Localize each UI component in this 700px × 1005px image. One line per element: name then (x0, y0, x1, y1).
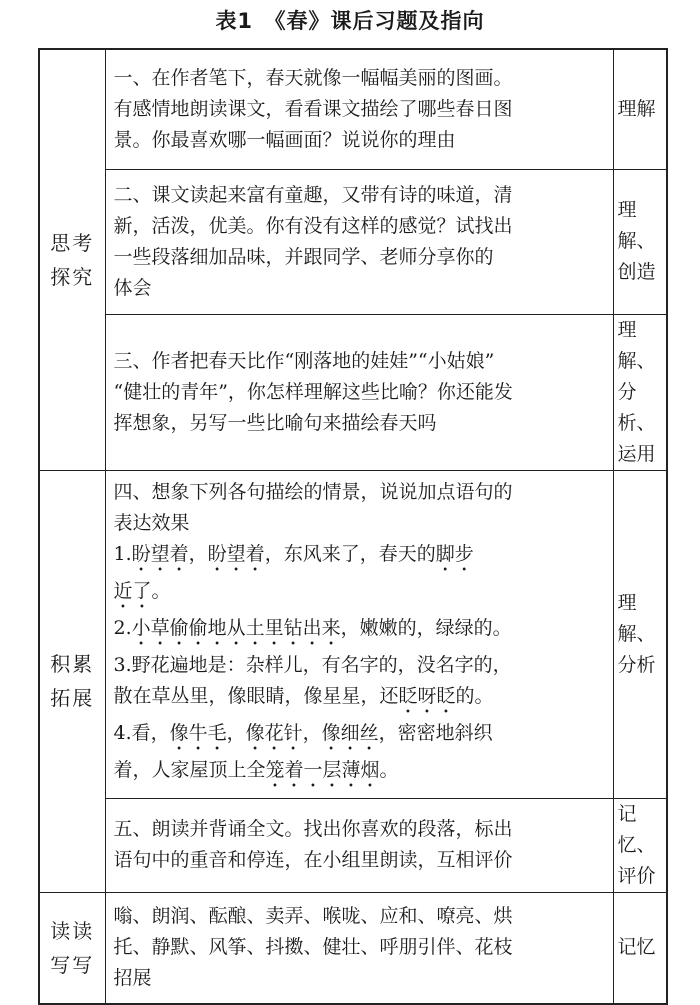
task-cell (105, 169, 613, 314)
skill-line: 创造 (617, 261, 656, 283)
task-cell (105, 314, 613, 470)
skill-line: 记忆、 (617, 802, 656, 856)
sentence-text: 着，人家屋顶上全 (113, 758, 266, 781)
skill-cell (613, 169, 667, 314)
sentence-text: 3. (113, 653, 132, 676)
skill-line: 理解、 (617, 318, 656, 372)
task-line: 挥想象，另写一些比喻句来描绘春天吗 (113, 411, 437, 434)
skill-line: 理解、 (617, 591, 656, 645)
skill-cell (613, 314, 667, 470)
sentence-text: ，东风来了，春天的 (264, 542, 436, 565)
task-cell (105, 798, 613, 892)
category-line: 思考 (50, 230, 95, 255)
example-sentences (114, 539, 607, 792)
category-line: 积累 (50, 652, 95, 676)
sentence-line (114, 650, 607, 681)
task-cell (105, 470, 613, 798)
task-line: 表达效果 (113, 511, 190, 534)
table-row (39, 169, 667, 314)
emphasized-phrase: 笼着一层薄烟 (265, 758, 380, 781)
task-line: 新，活泼，优美。你有没有这样的感觉？试找出 (113, 214, 513, 237)
category-line: 拓展 (50, 686, 95, 710)
table-row (39, 892, 667, 1004)
sentence-text: ，密密地斜织 (378, 721, 493, 744)
task-line: 五、朗读并背诵全文。找出你喜欢的段落，标出 (113, 818, 513, 840)
skill-cell (613, 798, 667, 892)
task-line: 托、静默、风筝、抖擞、健壮、呼朋引伴、花枝 (113, 936, 513, 959)
task-line: 语句中的重音和停连，在小组里朗读，互相评价 (113, 849, 513, 871)
task-line: 景。你最喜欢哪一幅画面？说说你的理由 (113, 128, 456, 151)
skill-line: 记忆 (617, 936, 656, 959)
category-cell (39, 49, 105, 470)
sentence-text: ， (188, 542, 208, 565)
task-line: 有感情地朗读课文，看看课文描绘了哪些春日图 (113, 97, 513, 120)
sentence-line (114, 539, 607, 576)
task-line: 四、想象下列各句描绘的情景，说说加点语句的 (113, 480, 513, 503)
skill-line: 运用 (617, 442, 656, 465)
skill-line: 评价 (617, 864, 656, 887)
emphasized-phrase: 小草偷偷地从土里钻出来 (131, 616, 341, 639)
task-line: 嗡、朗润、酝酿、卖弄、喉咙、应和、嘹亮、烘 (113, 905, 513, 928)
category-cell (39, 892, 105, 1004)
table-row (39, 798, 667, 892)
table-title: 表1 《春》课后习题及指向 (215, 9, 485, 33)
table-row (39, 314, 667, 470)
sentence-text: 散在草丛里，像眼睛，像星星，还 (113, 684, 399, 707)
sentence-text: 。 (151, 579, 171, 602)
skill-line: 理解 (617, 97, 656, 120)
sentence-line (114, 576, 607, 613)
sentence-text: 。 (379, 758, 399, 781)
skill-line: 分析、 (617, 380, 656, 434)
sentence-text: 野花遍地是：杂样儿，有名字的，没名字的， (131, 653, 512, 676)
emphasized-phrase: 脚步 (435, 542, 474, 565)
skill-cell (613, 470, 667, 798)
sentence-text: 4. (113, 721, 132, 744)
skill-line: 理解、 (617, 199, 656, 252)
task-line: 二、课文读起来富有童趣，又带有诗的味道，清 (113, 183, 513, 206)
emphasized-phrase: 近了 (113, 579, 152, 602)
emphasized-phrase: 眨呀眨 (398, 684, 456, 707)
task-line: 一些段落细加品味，并跟同学、老师分享你的 (113, 245, 494, 268)
emphasized-phrase: 像牛毛，像花针，像细丝 (169, 721, 379, 744)
sentence-text: ，嫩嫩的，绿绿的。 (340, 616, 512, 639)
skill-cell (613, 892, 667, 1004)
task-line: 体会 (113, 276, 152, 299)
task-line: 一、在作者笔下，春天就像一幅幅美丽的图画。 (113, 66, 513, 89)
sentence-text: 的。 (455, 684, 494, 707)
task-line: 三、作者把春天比作“刚落地的娃娃”“小姑娘” (113, 349, 495, 372)
category-cell (39, 470, 105, 892)
category-line: 探究 (50, 264, 95, 289)
sentence-line (114, 755, 607, 792)
sentence-line (114, 613, 607, 650)
task-cell (105, 49, 613, 169)
category-line: 读读 (50, 918, 95, 943)
table-row (39, 49, 667, 169)
sentence-text: 2. (113, 616, 132, 639)
emphasized-phrase: 盼望着 (207, 542, 265, 565)
task-line: 招展 (113, 967, 152, 990)
exercise-table (38, 48, 668, 1005)
table-row (39, 470, 667, 798)
category-line: 写写 (50, 952, 95, 977)
skill-line: 分析 (617, 653, 656, 676)
task-cell (105, 892, 613, 1004)
task-line: “健壮的青年”，你怎样理解这些比喻？你还能发 (113, 380, 513, 403)
sentence-text: 看， (131, 721, 170, 744)
sentence-line (114, 681, 607, 718)
sentence-line (114, 718, 607, 755)
emphasized-phrase: 盼望着 (131, 542, 189, 565)
sentence-text: 1. (113, 542, 132, 565)
skill-cell (613, 49, 667, 169)
